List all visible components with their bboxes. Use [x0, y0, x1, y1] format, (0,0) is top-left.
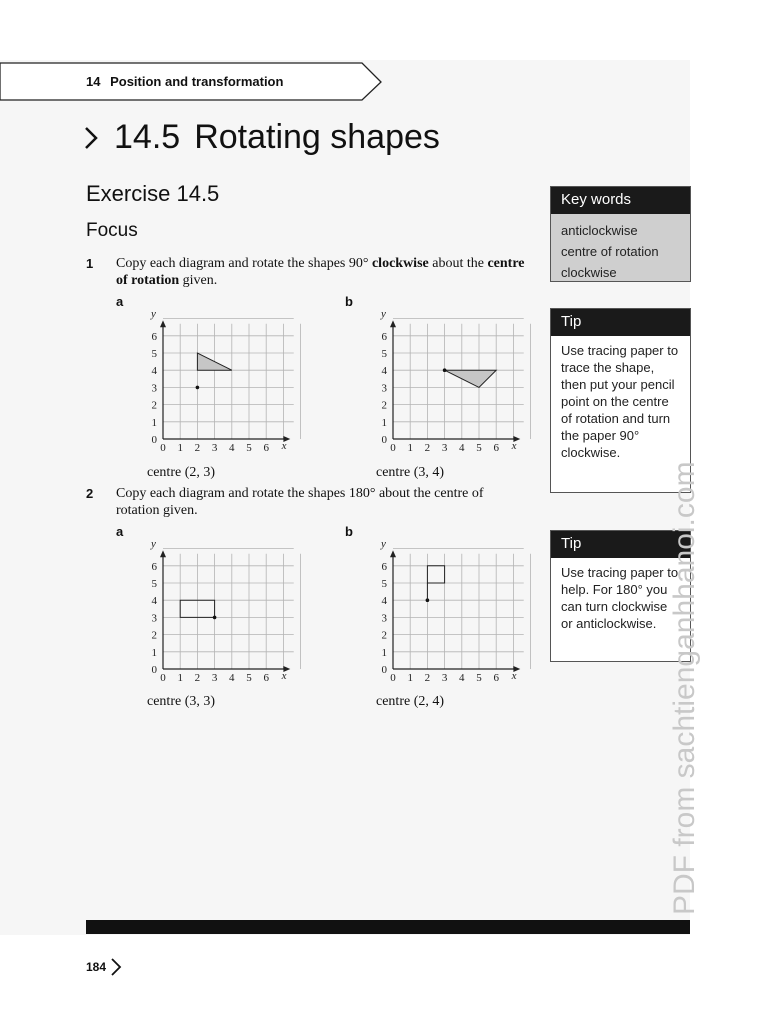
x-tick-label: 3	[211, 442, 218, 454]
tip-text: Use tracing paper to help. For 180° you can turn clockwise or anticlockwise.	[561, 565, 679, 631]
centre-point	[213, 616, 217, 620]
x-tick-label: 3	[441, 672, 448, 684]
x-tick-label: 0	[160, 672, 166, 684]
y-tick-label: 6	[381, 330, 387, 343]
x-tick-label: 0	[390, 442, 396, 454]
x-tick-label: 4	[459, 442, 465, 454]
y-tick-label: 2	[151, 399, 157, 412]
y-axis-label: y	[151, 537, 156, 550]
x-tick-label: 0	[160, 442, 166, 454]
x-tick-label: 6	[263, 442, 269, 454]
page-number	[86, 957, 122, 977]
x-tick-label: 2	[424, 672, 431, 684]
question-1b-label: b	[345, 294, 353, 309]
y-tick-label: 6	[381, 560, 387, 573]
x-axis-label: x	[281, 670, 287, 682]
chapter-number: 14	[86, 74, 101, 89]
y-axis-arrow-icon	[390, 320, 396, 327]
y-tick-label: 1	[151, 646, 157, 659]
chevron-right-icon	[110, 957, 122, 977]
question-2-number: 2	[86, 486, 94, 501]
x-tick-label: 2	[424, 442, 431, 454]
key-word-item: anticlockwise	[561, 223, 638, 238]
y-tick-label: 0	[151, 434, 157, 446]
x-tick-label: 1	[177, 442, 183, 454]
x-tick-label: 1	[177, 672, 183, 684]
tip-title: Tip	[551, 531, 690, 558]
x-tick-label: 5	[476, 672, 482, 684]
x-axis-label: x	[511, 440, 517, 452]
y-axis-label: y	[381, 307, 386, 320]
y-tick-label: 4	[151, 365, 157, 378]
y-tick-label: 2	[151, 629, 157, 642]
x-tick-label: 3	[441, 442, 448, 454]
footer-bar	[86, 920, 690, 934]
key-word-item: clockwise	[561, 265, 617, 280]
question-1b-caption: centre (3, 4)	[376, 465, 445, 480]
x-tick-label: 5	[246, 442, 252, 454]
question-1-text: Copy each diagram and rotate the shapes 90° clockwise about the centre of rotation given.	[116, 256, 525, 288]
chapter-title: Position and transformation	[110, 74, 284, 89]
section-name: Rotating shapes	[194, 118, 440, 156]
y-axis-arrow-icon	[160, 550, 166, 557]
y-tick-label: 0	[151, 664, 157, 676]
key-word-item: centre of rotation	[561, 244, 659, 259]
centre-point	[443, 368, 447, 372]
question-2a-caption: centre (3, 3)	[147, 694, 216, 709]
x-tick-label: 5	[476, 442, 482, 454]
y-tick-label: 5	[151, 578, 157, 590]
y-tick-label: 0	[381, 664, 387, 676]
graph-q1b	[370, 307, 530, 462]
watermark: PDF from sachtienganhhanoi.com	[668, 461, 701, 915]
x-tick-label: 4	[229, 672, 235, 684]
graph-q2b	[370, 537, 530, 692]
shape	[427, 566, 444, 583]
chapter-heading	[86, 74, 283, 89]
y-tick-label: 0	[381, 434, 387, 446]
question-1a-label: a	[116, 294, 124, 309]
y-tick-label: 5	[381, 578, 387, 590]
y-tick-label: 3	[381, 382, 387, 395]
exercise-title: Exercise 14.5	[86, 181, 220, 206]
x-tick-label: 4	[459, 672, 465, 684]
question-2b-label: b	[345, 524, 353, 539]
y-tick-label: 4	[381, 595, 387, 608]
focus-heading: Focus	[86, 220, 138, 241]
x-tick-label: 0	[390, 672, 396, 684]
y-tick-label: 3	[151, 612, 157, 625]
page-number-text: 184	[86, 960, 107, 974]
section-number: 14.5	[114, 118, 181, 156]
x-tick-label: 2	[194, 442, 201, 454]
graph-q2a	[140, 537, 300, 692]
y-tick-label: 2	[381, 629, 387, 642]
tip-title: Tip	[551, 309, 690, 336]
key-words-title: Key words	[551, 187, 690, 214]
y-tick-label: 1	[381, 646, 387, 659]
question-1-number: 1	[86, 256, 94, 271]
tip-text: Use tracing paper to trace the shape, then put your pencil point on the centre of rotation and turn the paper 90° clockwise.	[561, 343, 679, 460]
y-tick-label: 5	[381, 348, 387, 360]
shape	[445, 370, 497, 387]
chevron-right-icon	[84, 126, 98, 150]
y-tick-label: 2	[381, 399, 387, 412]
x-tick-label: 6	[493, 672, 499, 684]
x-tick-label: 5	[246, 672, 252, 684]
graph-q1a	[140, 307, 300, 462]
question-2b-caption: centre (2, 4)	[376, 694, 445, 709]
key-words-box	[550, 186, 691, 282]
y-tick-label: 1	[151, 416, 157, 429]
section-title	[84, 118, 440, 157]
y-tick-label: 1	[381, 416, 387, 429]
question-1a-caption: centre (2, 3)	[147, 465, 216, 480]
centre-point	[196, 386, 200, 390]
x-axis-label: x	[281, 440, 287, 452]
x-axis-label: x	[511, 670, 517, 682]
x-tick-label: 1	[407, 672, 413, 684]
y-tick-label: 4	[381, 365, 387, 378]
x-tick-label: 2	[194, 672, 201, 684]
question-2a-label: a	[116, 524, 124, 539]
y-tick-label: 4	[151, 595, 157, 608]
y-tick-label: 6	[151, 560, 157, 573]
y-tick-label: 5	[151, 348, 157, 360]
x-tick-label: 1	[407, 442, 413, 454]
y-axis-label: y	[381, 537, 386, 550]
y-axis-label: y	[151, 307, 156, 320]
y-tick-label: 6	[151, 330, 157, 343]
y-axis-arrow-icon	[390, 550, 396, 557]
question-2-text: Copy each diagram and rotate the shapes 180° about the centre of rotation given.	[116, 486, 484, 518]
x-tick-label: 6	[263, 672, 269, 684]
x-tick-label: 3	[211, 672, 218, 684]
y-tick-label: 3	[151, 382, 157, 395]
y-axis-arrow-icon	[160, 320, 166, 327]
y-tick-label: 3	[381, 612, 387, 625]
x-tick-label: 4	[229, 442, 235, 454]
key-words-list	[551, 214, 690, 281]
x-tick-label: 6	[493, 442, 499, 454]
